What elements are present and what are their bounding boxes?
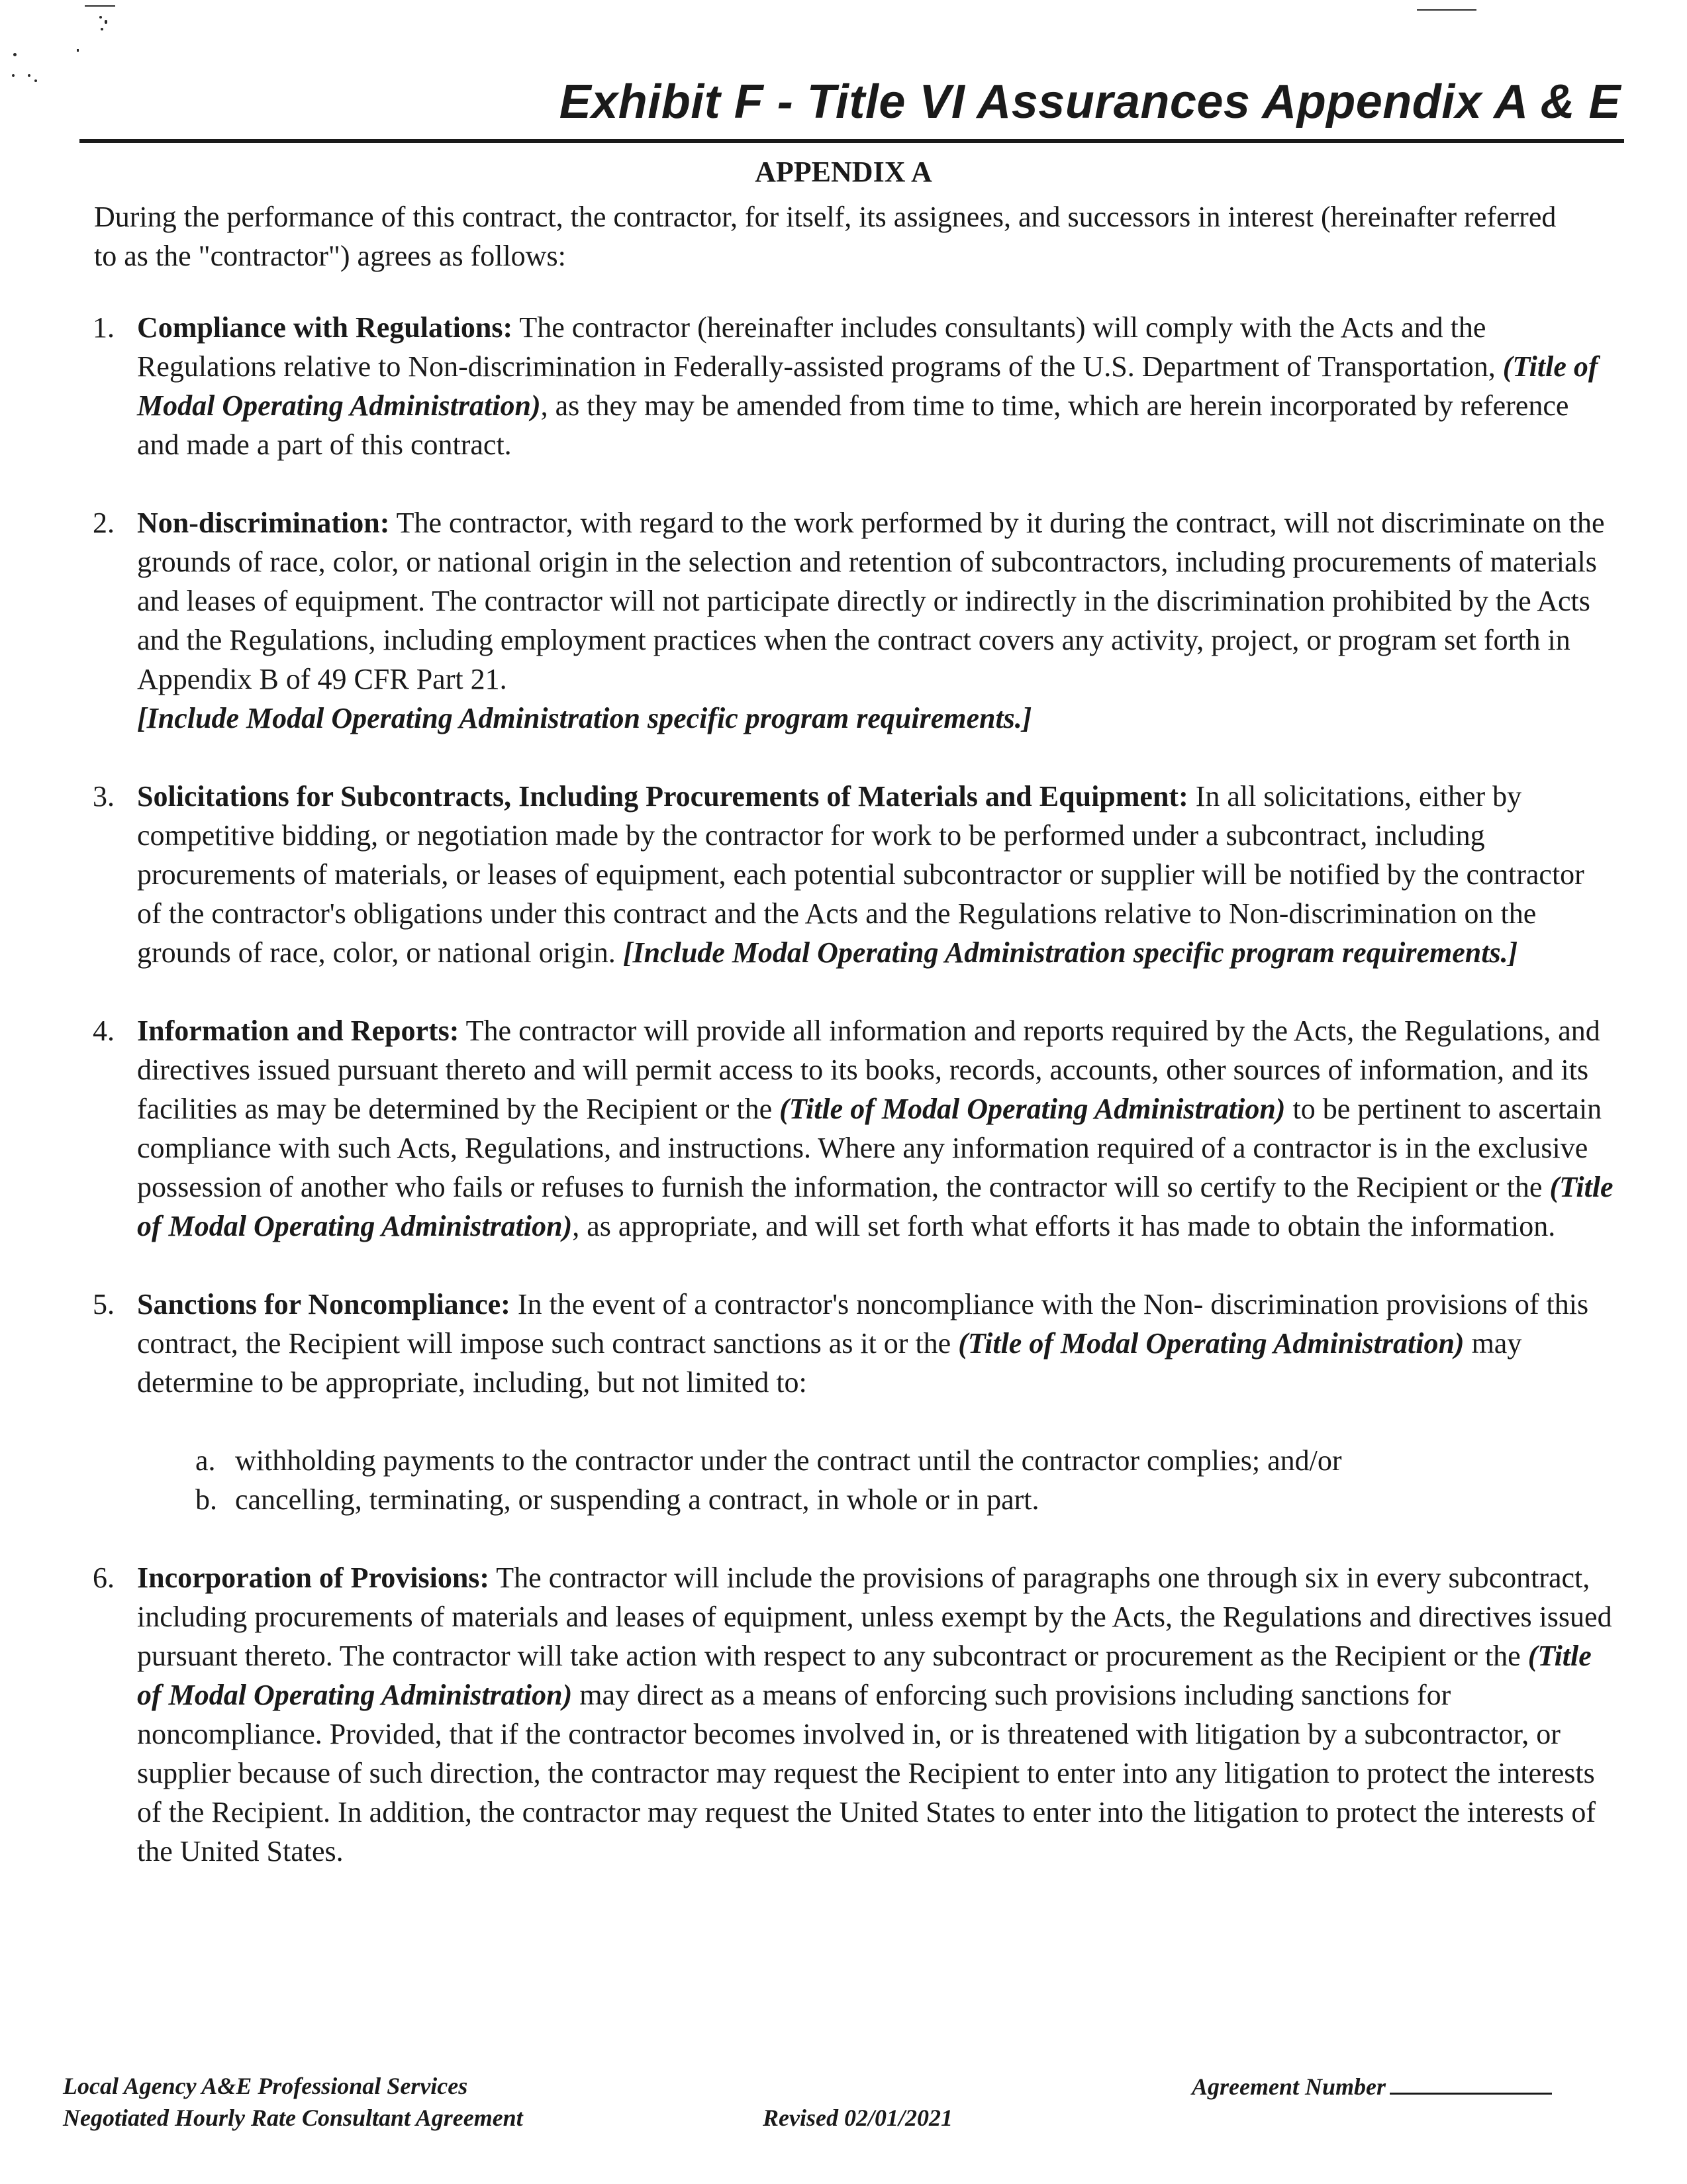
provision-item bbox=[93, 1011, 1614, 1246]
item-text: may direct as a means of enforcing such provisions including sanctions for noncompliance. Provided, that if the contractor becomes involved in, or is threatened with litigation by a subcontractor, or supplier because of such direction, the contractor may request the Recipient to enter into any litigation to protect the interests of the Recipient. In addition, the contractor may request the United States to enter into the litigation to protect the interests of the United States. bbox=[137, 1679, 1596, 1867]
provisions-list bbox=[0, 308, 1687, 1910]
scan-speck bbox=[77, 49, 79, 52]
provision-item bbox=[93, 1285, 1614, 1519]
footer-line-1: Local Agency A&E Professional Services bbox=[63, 2073, 468, 2099]
item-placeholder: (Title of Modal Operating Administration) bbox=[958, 1327, 1465, 1360]
scan-speck bbox=[85, 5, 115, 7]
footer-line-2: Negotiated Hourly Rate Consultant Agreement bbox=[63, 2105, 523, 2131]
item-text: , as they may be amended from time to time, which are herein incorporated by reference and made a part of this contract. bbox=[137, 389, 1569, 461]
item-placeholder: (Title of Modal Operating Administration) bbox=[779, 1093, 1286, 1125]
provision-item bbox=[93, 308, 1614, 464]
item-number: 4. bbox=[93, 1015, 115, 1047]
item-number: 1. bbox=[93, 311, 115, 344]
scan-speck bbox=[13, 53, 17, 56]
item-heading: Information and Reports: bbox=[137, 1015, 459, 1047]
item-heading: Sanctions for Noncompliance: bbox=[137, 1288, 510, 1320]
item-placeholder: [Include Modal Operating Administration specific program requirements.] bbox=[622, 936, 1518, 969]
provision-item bbox=[93, 1558, 1614, 1871]
item-text: The contractor (hereinafter includes consultants) will comply with the Acts and the Regulations relative to Non-discrimination in Federally-assisted programs of the U.S. Department of Transportation, bbox=[137, 311, 1503, 383]
provision-item bbox=[93, 503, 1614, 738]
sanctions-sublist bbox=[195, 1441, 1614, 1519]
item-number: 6. bbox=[93, 1562, 115, 1594]
item-placeholder: [Include Modal Operating Administration specific program requirements.] bbox=[137, 702, 1032, 734]
item-number: 5. bbox=[93, 1288, 115, 1320]
footer-agreement-number bbox=[1192, 2070, 1552, 2103]
sub-item-text: cancelling, terminating, or suspending a contract, in whole or in part. bbox=[235, 1483, 1039, 1516]
item-text: In the event of a contractor's noncompliance with the Non- discrimination provisions of this contract, the Recipient will impose such contract sanctions as it or the bbox=[137, 1288, 1589, 1360]
sub-item bbox=[195, 1480, 1614, 1519]
item-text: The contractor, with regard to the work performed by it during the contract, will not discriminate on the grounds of race, color, or national origin in the selection and retention of subcontractors, including procurements of materials and leases of equipment. The contractor will not participate directly or indirectly in the discrimination prohibited by the Acts and the Regulations, including employment practices when the contract covers any activity, project, or program set forth in Appendix B of 49 CFR Part 21. bbox=[137, 507, 1605, 695]
scan-speck bbox=[1417, 9, 1476, 11]
sub-item-letter: a. bbox=[195, 1444, 216, 1477]
item-placeholder: (Title of Modal Operating Administration) bbox=[137, 350, 1598, 422]
item-placeholder: (Title of Modal Operating Administration) bbox=[137, 1171, 1614, 1242]
agreement-number-field[interactable] bbox=[1390, 2070, 1552, 2095]
item-placeholder: (Title of Modal Operating Administration) bbox=[137, 1640, 1592, 1711]
scan-speck bbox=[99, 16, 102, 19]
intro-paragraph: During the performance of this contract, the contractor, for itself, its assignees, and successors in interest (hereinafter referred to as the "contractor") agrees as follows: bbox=[94, 201, 1557, 272]
footer-revised-date: Revised 02/01/2021 bbox=[763, 2105, 953, 2131]
item-text: The contractor will provide all information and reports required by the Acts, the Regulations, and directives issued pursuant thereto and will permit access to its books, records, accounts, other sources of information, and its facilities as may be determined by the Recipient or the bbox=[137, 1015, 1600, 1125]
sub-item-letter: b. bbox=[195, 1483, 217, 1516]
item-number: 2. bbox=[93, 507, 115, 539]
scan-speck bbox=[105, 20, 107, 24]
item-text: , as appropriate, and will set forth what efforts it has made to obtain the information. bbox=[572, 1210, 1556, 1242]
sub-item bbox=[195, 1441, 1614, 1480]
item-number: 3. bbox=[93, 780, 115, 813]
item-heading: Incorporation of Provisions: bbox=[137, 1562, 490, 1594]
item-text: The contractor will include the provisions of paragraphs one through six in every subcontract, including procurements of materials and leases of equipment, unless exempt by the Acts, the Regulations and directives issued pursuant thereto. The contractor will take action with respect to any subcontract or procurement as the Recipient or the bbox=[137, 1562, 1612, 1672]
item-text: may determine to be appropriate, including, but not limited to: bbox=[137, 1327, 1522, 1399]
agreement-number-label: Agreement Number bbox=[1192, 2073, 1386, 2100]
scan-speck bbox=[12, 74, 15, 77]
item-text: to be pertinent to ascertain compliance with such Acts, Regulations, and instructions. Where any information required of a contractor is in the exclusive possession of another who fails or refuses to furnish the information, the contractor will so certify to the Recipient or the bbox=[137, 1093, 1602, 1203]
scan-speck bbox=[101, 28, 103, 30]
sub-item-text: withholding payments to the contractor under the contract until the contractor complies; and/or bbox=[235, 1444, 1342, 1477]
item-heading: Compliance with Regulations: bbox=[137, 311, 513, 344]
item-text: In all solicitations, either by competitive bidding, or negotiation made by the contractor for work to be performed under a subcontract, including procurements of materials, or leases of equipment, each potential subcontractor or supplier will be notified by the contractor of the contractor's obligations under this contract and the Acts and the Regulations relative to Non-discrimination on the grounds of race, color, or national origin. bbox=[137, 780, 1584, 969]
scan-speck bbox=[34, 79, 37, 82]
page-title: Exhibit F - Title VI Assurances Appendix A & E bbox=[559, 75, 1621, 128]
footer-agreement-type bbox=[63, 2070, 523, 2134]
scan-speck bbox=[28, 74, 30, 77]
item-heading: Solicitations for Subcontracts, Including Procurements of Materials and Equipment: bbox=[137, 780, 1188, 813]
provision-item bbox=[93, 777, 1614, 972]
item-heading: Non-discrimination: bbox=[137, 507, 390, 539]
header-divider bbox=[79, 139, 1624, 143]
appendix-heading: APPENDIX A bbox=[755, 156, 932, 188]
